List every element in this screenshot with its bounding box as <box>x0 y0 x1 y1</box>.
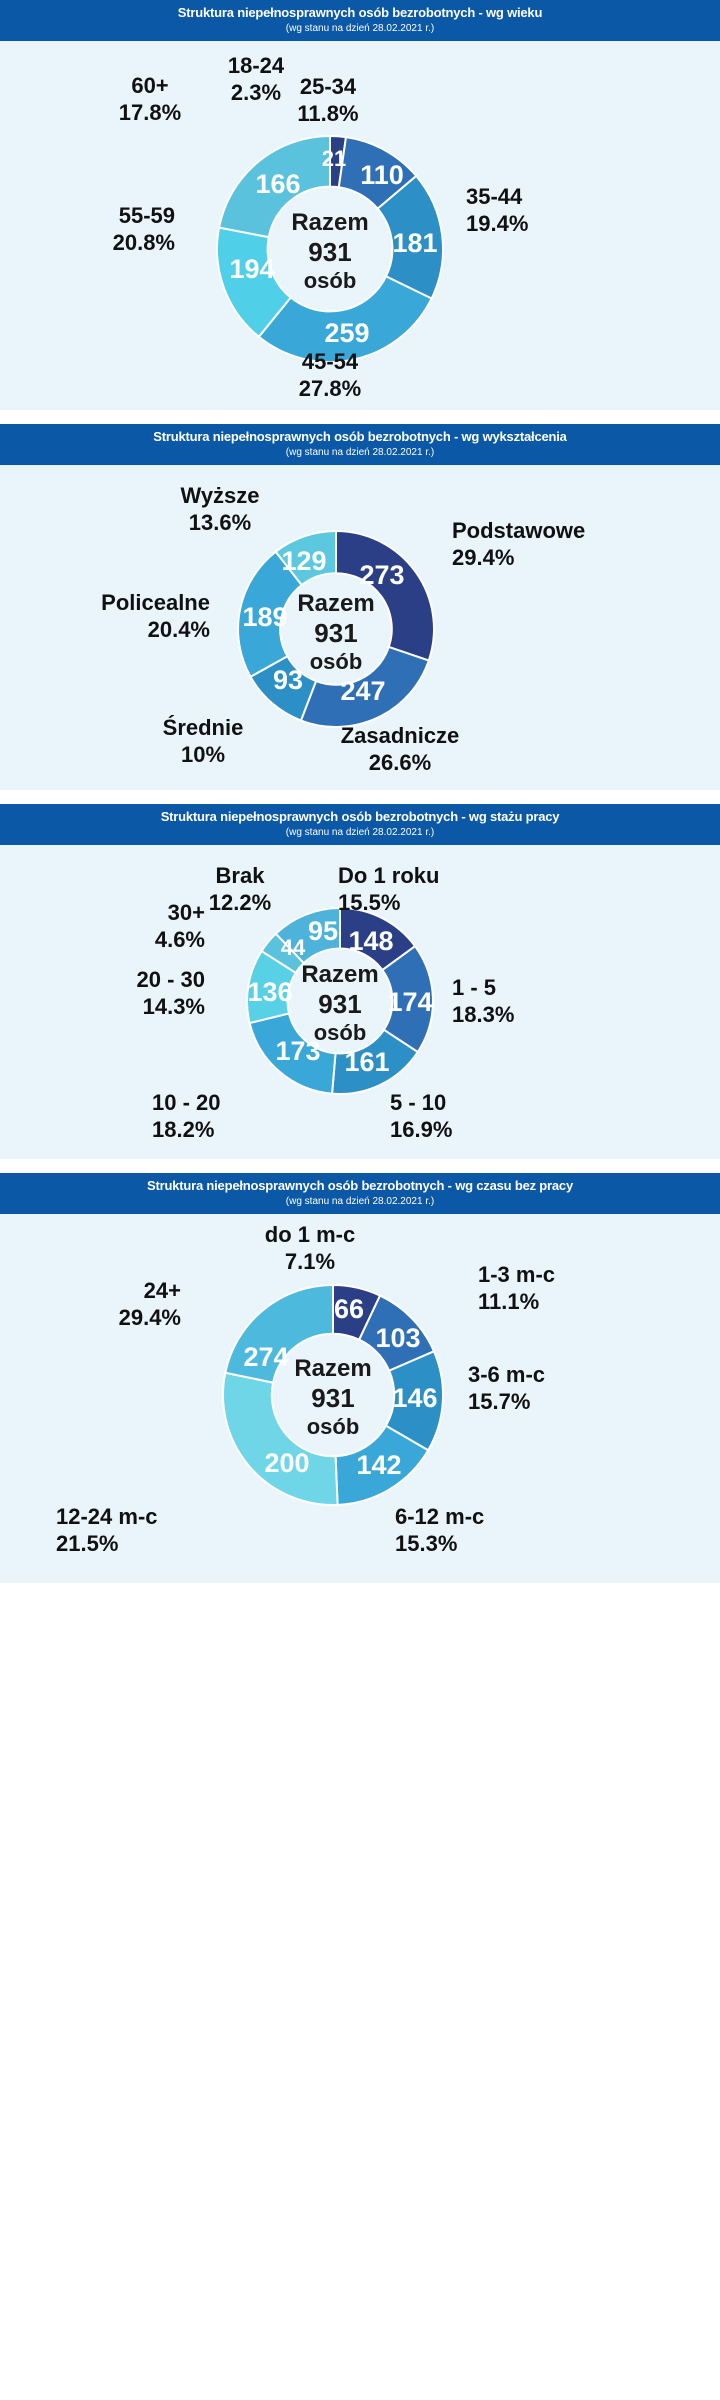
panel-tenure-header <box>0 804 720 845</box>
callout-do-1-roku-pct: 15.5% <box>338 889 401 915</box>
callout-wyzsze <box>130 483 310 537</box>
panel-education-body <box>0 465 720 790</box>
callout-1-5-pct: 18.3% <box>452 1001 515 1027</box>
callout-srednie-pct: 10% <box>180 741 226 767</box>
slice-value-policealne: 189 <box>242 602 288 633</box>
panel-age <box>0 0 720 410</box>
center-total-duration-line1: Razem <box>294 1354 372 1382</box>
callout-srednie <box>123 715 283 769</box>
callout-policealne-label: Policealne <box>101 589 210 615</box>
panel-education <box>0 424 720 790</box>
callout-25-34 <box>268 74 388 128</box>
center-total-duration <box>258 1355 408 1440</box>
slice-value-10-20: 173 <box>275 1036 321 1067</box>
panel-education-subtitle: (wg stanu na dzień 28.02.2021 r.) <box>285 446 435 458</box>
callout-policealne-pct: 20.4% <box>147 616 210 642</box>
callout-1-5 <box>452 975 592 1029</box>
slice-value-podstawowe: 273 <box>359 560 405 591</box>
callout-35-44-pct: 19.4% <box>466 210 529 236</box>
center-total-age-line2: 931 <box>308 237 352 268</box>
callout-1-3-mc <box>478 1262 638 1316</box>
callout-30plus-label: 30+ <box>167 899 205 925</box>
panel-education-header <box>0 424 720 465</box>
callout-60plus-label: 60+ <box>131 72 169 98</box>
callout-1-5-label: 1 - 5 <box>452 974 497 1000</box>
panel-tenure <box>0 804 720 1159</box>
callout-6-12-mc <box>395 1504 585 1558</box>
panel-tenure-subtitle: (wg stanu na dzień 28.02.2021 r.) <box>285 826 435 838</box>
callout-srednie-label: Średnie <box>162 714 244 740</box>
callout-zasadnicze-pct: 26.6% <box>368 749 432 775</box>
panel-duration <box>0 1173 720 1583</box>
callout-55-59 <box>30 203 175 257</box>
callout-brak-label: Brak <box>215 862 265 888</box>
panel-education-title: Struktura niepełnosprawnych osób bezrobotnych - wg wykształcenia <box>153 429 567 444</box>
callout-wyzsze-pct: 13.6% <box>188 509 252 535</box>
center-total-education-line1: Razem <box>297 589 375 617</box>
slice-value-zasadnicze: 247 <box>340 676 386 707</box>
callout-do-1-mc-label: do 1 m-c <box>264 1221 356 1247</box>
callout-brak-pct: 12.2% <box>208 889 272 915</box>
callout-do-1-mc-pct: 7.1% <box>284 1248 336 1274</box>
center-total-age-line1: Razem <box>291 208 369 236</box>
slice-value-do-1-roku: 148 <box>348 926 394 957</box>
slice-value-6-12-mc: 142 <box>356 1450 402 1481</box>
center-total-duration-line3: osób <box>306 1413 360 1439</box>
callout-12-24-mc-pct: 21.5% <box>56 1530 119 1556</box>
callout-wyzsze-label: Wyższe <box>180 482 260 508</box>
callout-zasadnicze-label: Zasadnicze <box>340 722 460 748</box>
panel-divider-2 <box>0 790 720 804</box>
callout-55-59-pct: 20.8% <box>112 229 175 255</box>
callout-5-10-pct: 16.9% <box>390 1116 453 1142</box>
center-total-education-line3: osób <box>309 648 363 674</box>
callout-35-44 <box>466 184 626 238</box>
slice-value-35-44: 181 <box>392 228 438 259</box>
callout-podstawowe-pct: 29.4% <box>452 544 515 570</box>
panel-duration-title: Struktura niepełnosprawnych osób bezrobotnych - wg czasu bez pracy <box>147 1178 573 1193</box>
slice-value-wyzsze: 129 <box>281 546 327 577</box>
callout-zasadnicze <box>310 723 490 777</box>
center-total-tenure-line1: Razem <box>301 960 379 988</box>
slice-value-55-59: 194 <box>229 254 275 285</box>
callout-10-20 <box>152 1090 322 1144</box>
callout-do-1-roku <box>338 863 518 917</box>
callout-5-10 <box>390 1090 550 1144</box>
panel-age-subtitle: (wg stanu na dzień 28.02.2021 r.) <box>285 22 435 34</box>
slice-value-30plus: 44 <box>280 934 306 960</box>
slice-value-12-24-mc: 200 <box>264 1448 310 1479</box>
callout-1-3-mc-label: 1-3 m-c <box>478 1261 556 1287</box>
callout-20-30 <box>30 967 205 1021</box>
callout-brak <box>160 863 320 917</box>
slice-value-3-6-mc: 146 <box>392 1383 438 1414</box>
panel-duration-header <box>0 1173 720 1214</box>
callout-12-24-mc-label: 12-24 m-c <box>56 1503 158 1529</box>
slice-value-25-34: 110 <box>360 160 404 191</box>
center-total-age-line3: osób <box>303 267 357 293</box>
slice-value-1-5: 174 <box>387 987 433 1018</box>
slice-value-20-30: 136 <box>247 977 293 1008</box>
panel-tenure-title: Struktura niepełnosprawnych osób bezrobotnych - wg stażu pracy <box>160 809 560 824</box>
callout-podstawowe <box>452 518 672 572</box>
center-total-duration-line2: 931 <box>311 1383 355 1414</box>
slice-value-18-24: 21 <box>321 145 347 171</box>
callout-policealne <box>10 590 210 644</box>
slice-value-5-10: 161 <box>344 1047 390 1078</box>
center-total-tenure <box>265 961 415 1046</box>
center-total-tenure-line2: 931 <box>318 989 362 1020</box>
slice-value-do-1-mc: 66 <box>333 1294 365 1325</box>
callout-10-20-label: 10 - 20 <box>152 1089 221 1115</box>
callout-6-12-mc-pct: 15.3% <box>395 1530 458 1556</box>
panel-divider-1 <box>0 410 720 424</box>
callout-3-6-mc-label: 3-6 m-c <box>468 1361 546 1387</box>
callout-60plus-pct: 17.8% <box>118 99 182 125</box>
callout-45-54-label: 45-54 <box>301 348 359 374</box>
slice-value-24plus: 274 <box>243 1342 289 1373</box>
callout-20-30-label: 20 - 30 <box>136 966 205 992</box>
callout-do-1-roku-label: Do 1 roku <box>338 862 440 888</box>
callout-24plus-pct: 29.4% <box>118 1304 181 1330</box>
callout-55-59-label: 55-59 <box>118 202 175 228</box>
center-total-education <box>261 590 411 675</box>
callout-6-12-mc-label: 6-12 m-c <box>395 1503 485 1529</box>
callout-3-6-mc <box>468 1362 643 1416</box>
callout-35-44-label: 35-44 <box>466 183 523 209</box>
panel-duration-body <box>0 1214 720 1583</box>
callout-60plus <box>85 73 215 127</box>
panel-duration-subtitle: (wg stanu na dzień 28.02.2021 r.) <box>285 1195 435 1207</box>
callout-12-24-mc <box>56 1504 276 1558</box>
panel-age-header <box>0 0 720 41</box>
slice-value-brak: 95 <box>307 916 339 947</box>
callout-3-6-mc-pct: 15.7% <box>468 1388 531 1414</box>
callout-25-34-pct: 11.8% <box>297 100 359 126</box>
panel-age-title: Struktura niepełnosprawnych osób bezrobotnych - wg wieku <box>177 5 543 20</box>
callout-20-30-pct: 14.3% <box>142 993 205 1019</box>
callout-18-24-pct: 2.3% <box>230 79 282 105</box>
callout-24plus-label: 24+ <box>143 1277 181 1303</box>
panel-tenure-body <box>0 845 720 1159</box>
center-total-age <box>255 209 405 294</box>
panel-age-body <box>0 41 720 410</box>
callout-30plus-pct: 4.6% <box>154 926 205 952</box>
callout-25-34-label: 25-34 <box>299 73 357 99</box>
callout-do-1-mc <box>215 1222 405 1276</box>
slice-value-60plus: 166 <box>255 169 301 200</box>
slice-value-45-54: 259 <box>324 318 370 349</box>
panel-divider-3 <box>0 1159 720 1173</box>
slice-value-1-3-mc: 103 <box>375 1323 421 1354</box>
callout-18-24-label: 18-24 <box>227 52 285 78</box>
callout-5-10-label: 5 - 10 <box>390 1089 447 1115</box>
callout-10-20-pct: 18.2% <box>152 1116 215 1142</box>
slice-value-srednie: 93 <box>272 665 304 696</box>
center-total-tenure-line3: osób <box>313 1019 367 1045</box>
callout-45-54 <box>250 349 410 403</box>
callout-24plus <box>36 1278 181 1332</box>
callout-podstawowe-label: Podstawowe <box>452 517 586 543</box>
center-total-education-line2: 931 <box>314 618 358 649</box>
callout-45-54-pct: 27.8% <box>298 375 362 401</box>
callout-1-3-mc-pct: 11.1% <box>478 1288 540 1314</box>
